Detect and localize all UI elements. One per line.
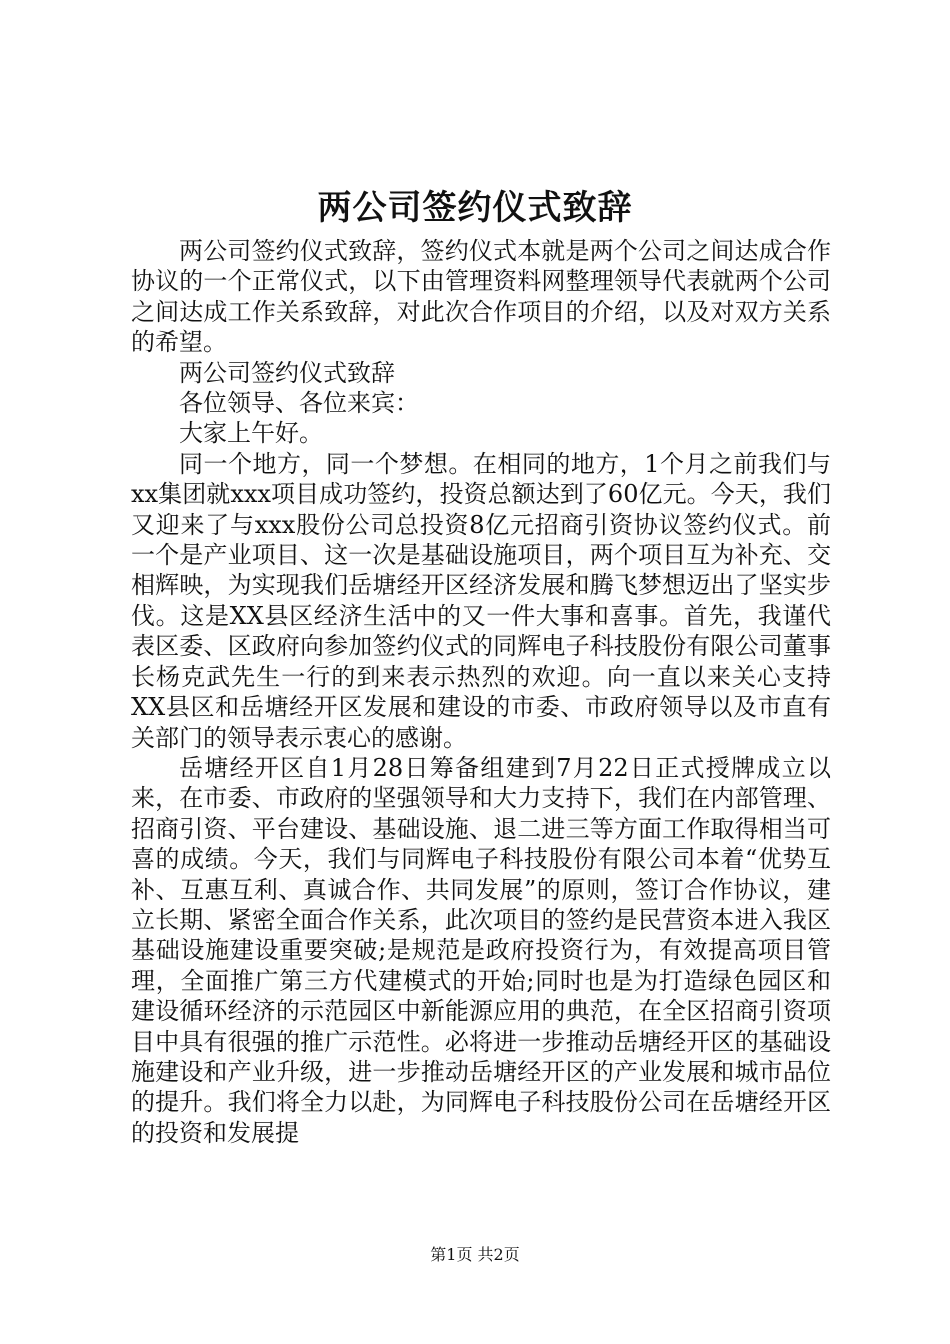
intro-paragraph: 两公司签约仪式致辞，签约仪式本就是两个公司之间达成合作协议的一个正常仪式，以下由管理资料网整理领导代表就两个公司之间达成工作关系致辞，对此次合作项目的介绍，以及对双方关系的希望。 <box>131 237 831 357</box>
greeting: 大家上午好。 <box>179 419 323 448</box>
document-title: 两公司签约仪式致辞 <box>317 188 633 228</box>
speech-heading: 两公司签约仪式致辞 <box>179 358 395 387</box>
page-footer: 第1页 共2页 <box>430 1245 520 1264</box>
body-paragraph-2: 岳塘经开区自1月28日筹备组建到7月22日正式授牌成立以来，在市委、市政府的坚强领导和大力支持下，我们在内部管理、招商引资、平台建设、基础设施、退二进三等方面工作取得相当可喜的成绩。今天，我们与同辉电子科技股份有限公司本着“优势互补、互惠互利、真诚合作、共同发展”的原则，签订合作协议，建立长期、紧密全面合作关系，此次项目的签约是民营资本进入我区基础设施建设重要突破;是规范是政府投资行为，有效提高项目管理，全面推广第三方代建模式的开始;同时也是为打造绿色园区和建设循环经济的示范园区中新能源应用的典范，在全区招商引资项目中具有很强的推广示范性。必将进一步推动岳塘经开区的基础设施建设和产业升级，进一步推动岳塘经开区的产业发展和城市品位的提升。我们将全力以赴，为同辉电子科技股份公司在岳塘经开区的投资和发展提 <box>131 753 831 1147</box>
salutation: 各位领导、各位来宾： <box>179 389 419 418</box>
body-paragraph-1: 同一个地方，同一个梦想。在相同的地方，1个月之前我们与xx集团就xxx项目成功签约，投资总额达到了60亿元。今天，我们又迎来了与xxx股份公司总投资8亿元招商引资协议签约仪式。前一个是产业项目、这一次是基础设施项目，两个项目互为补充、交相辉映，为实现我们岳塘经开区经济发展和腾飞梦想迈出了坚实步伐。这是XX县区经济生活中的又一件大事和喜事。首先，我谨代表区委、区政府向参加签约仪式的同辉电子科技股份有限公司董事长杨克武先生一行的到来表示热烈的欢迎。向一直以来关心支持XX县区和岳塘经开区发展和建设的市委、市政府领导以及市直有关部门的领导表示衷心的感谢。 <box>131 449 831 752</box>
document-body <box>131 236 831 1148</box>
